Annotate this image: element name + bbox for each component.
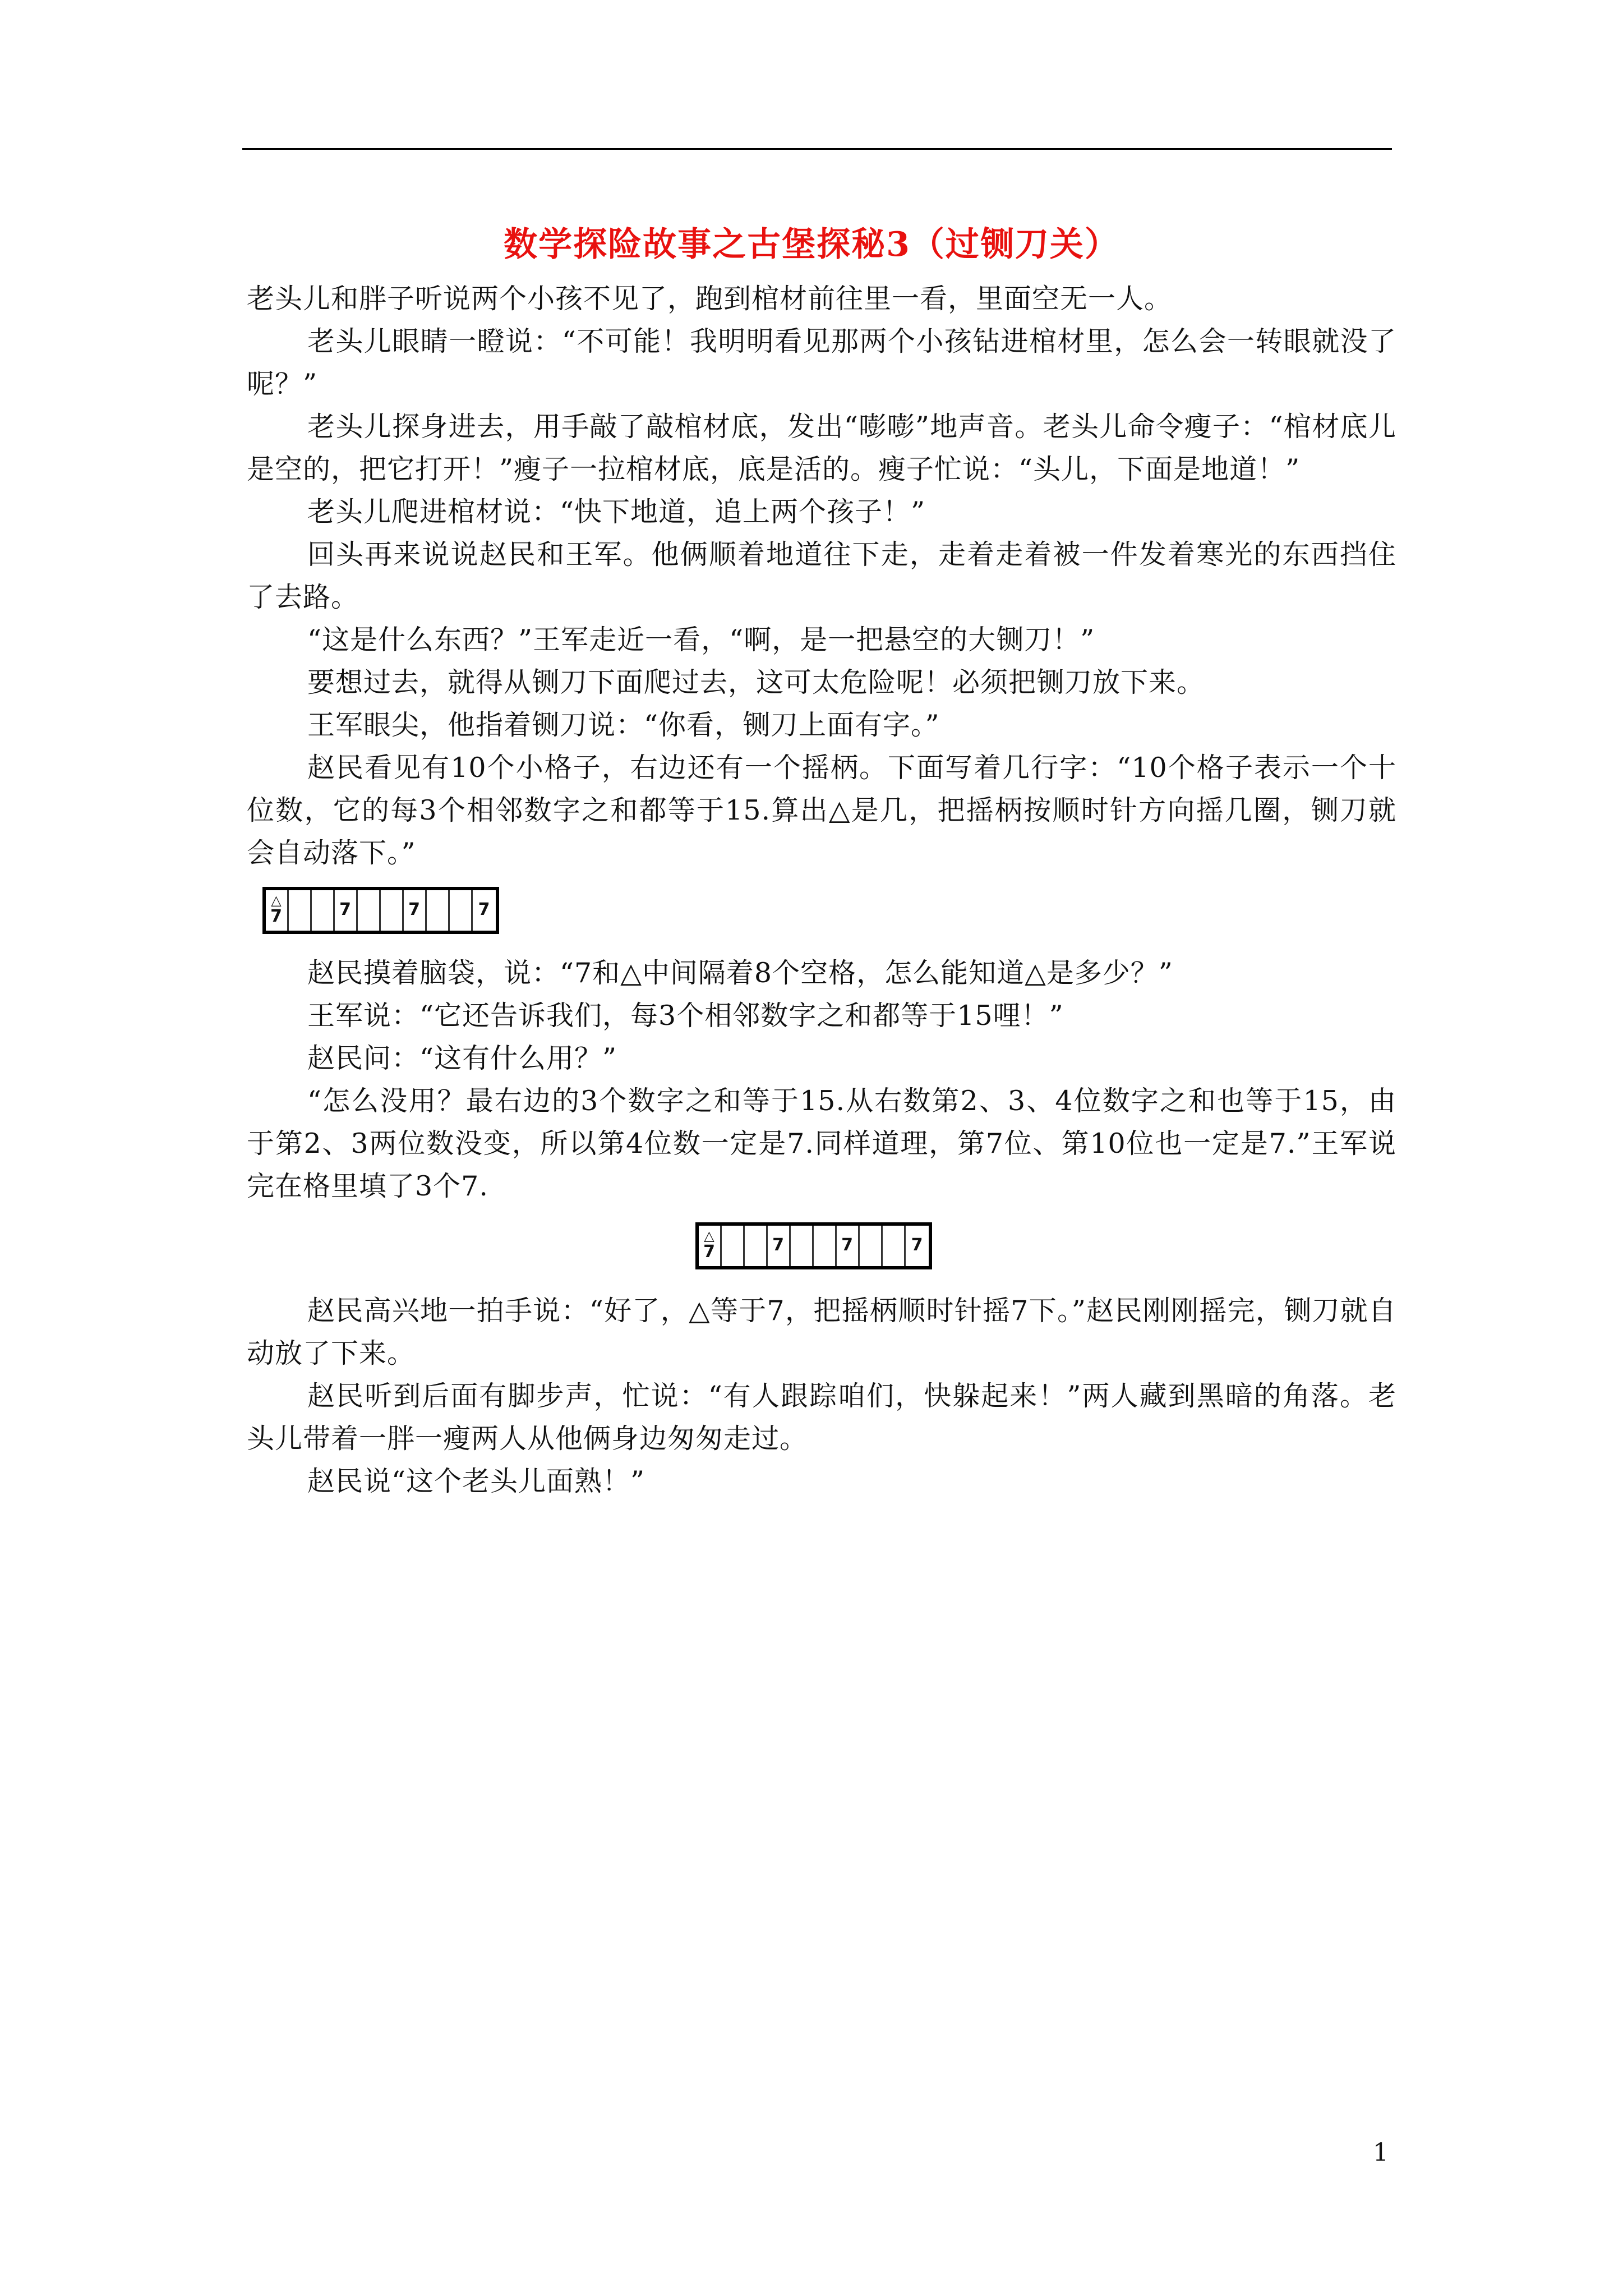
paragraph: “怎么没用？最右边的3个数字之和等于15.从右数第2、3、4位数字之和也等于15，由于第2、3两位数没变，所以第4位数一定是7.同样道理，第7位、第10位也一定是7.”王军说完在格里填了3个7. <box>247 1085 1396 1202</box>
paragraph: “这是什么东西？”王军走近一看，“啊，是一把悬空的大铡刀！” <box>307 624 1095 656</box>
grid-cell <box>335 890 358 931</box>
digit-grid-figure-2 <box>247 1208 1396 1290</box>
grid-cell <box>814 1226 837 1266</box>
paragraph: 老头儿爬进棺材说：“快下地道，追上两个孩子！” <box>307 496 926 528</box>
grid-cell <box>404 890 427 931</box>
digit-grid-figure-1 <box>247 875 1396 952</box>
grid-cell-top: △ <box>271 892 282 908</box>
grid-cell <box>473 890 496 931</box>
grid-cell <box>312 890 335 931</box>
paragraph: 老头儿探身进去，用手敲了敲棺材底，发出“嘭嘭”地声音。老头儿命令瘦子：“棺材底儿是空的，把它打开！”瘦子一拉棺材底，底是活的。瘦子忙说：“头儿，下面是地道！” <box>247 411 1396 485</box>
paragraph: 赵民摸着脑袋，说：“7和△中间隔着8个空格，怎么能知道△是多少？” <box>307 957 1173 989</box>
paragraph: 赵民高兴地一拍手说：“好了，△等于7，把摇柄顺时针摇7下。”赵民刚刚摇完，铡刀就自动放了下来。 <box>247 1295 1396 1369</box>
paragraph: 老头儿和胖子听说两个小孩不见了，跑到棺材前往里一看，里面空无一人。 <box>247 283 1173 315</box>
grid-cell <box>837 1226 860 1266</box>
grid-cell-digit: 7 <box>911 1235 924 1255</box>
grid-cell-digit: 7 <box>703 1242 716 1262</box>
grid-cell <box>883 1226 906 1266</box>
page-number: 1 <box>1373 2138 1389 2167</box>
paragraph: 赵民听到后面有脚步声，忙说：“有人跟踪咱们，快躲起来！”两人藏到黑暗的角落。老头儿带着一胖一瘦两人从他俩身边匆匆走过。 <box>247 1380 1396 1455</box>
paragraph: 要想过去，就得从铡刀下面爬过去，这可太危险呢！必须把铡刀放下来。 <box>307 666 1205 698</box>
paragraph: 回头再来说说赵民和王军。他俩顺着地道往下走，走着走着被一件发着寒光的东西挡住了去路。 <box>247 539 1396 613</box>
paragraph: 赵民看见有10个小格子，右边还有一个摇柄。下面写着几行字：“10个格子表示一个十位数，它的每3个相邻数字之和都等于15.算出△是几，把摇柄按顺时针方向摇几圈，铡刀就会自动落下。” <box>247 752 1396 869</box>
header-rule <box>242 148 1392 150</box>
grid-cell <box>906 1226 929 1266</box>
grid-cell <box>791 1226 814 1266</box>
paragraph: 老头儿眼睛一瞪说：“不可能！我明明看见那两个小孩钻进棺材里，怎么会一转眼就没了呢？” <box>247 325 1396 400</box>
grid-cell <box>699 1226 722 1266</box>
grid-cell-digit: 7 <box>841 1235 854 1255</box>
grid-cell-digit: 7 <box>339 900 352 919</box>
grid-cell-digit: 7 <box>772 1235 785 1255</box>
digit-grid <box>695 1222 932 1269</box>
grid-cell <box>289 890 312 931</box>
grid-cell <box>768 1226 791 1266</box>
document-body <box>247 278 1396 1503</box>
page-title: 数学探险故事之古堡探秘3（过铡刀关） <box>504 225 1119 264</box>
grid-cell <box>381 890 404 931</box>
grid-cell <box>427 890 450 931</box>
grid-cell-digit: 7 <box>408 900 421 919</box>
paragraph: 赵民问：“这有什么用？” <box>307 1042 617 1074</box>
grid-cell <box>722 1226 745 1266</box>
grid-cell <box>450 890 473 931</box>
paragraph: 王军说：“它还告诉我们，每3个相邻数字之和都等于15哩！” <box>307 1000 1064 1032</box>
grid-cell <box>358 890 381 931</box>
grid-cell <box>860 1226 883 1266</box>
grid-cell <box>266 890 289 931</box>
paragraph: 赵民说“这个老头儿面熟！” <box>307 1465 645 1497</box>
grid-cell <box>745 1226 768 1266</box>
grid-cell-top: △ <box>704 1228 715 1244</box>
grid-cell-digit: 7 <box>478 900 491 919</box>
digit-grid <box>262 887 499 934</box>
grid-cell-digit: 7 <box>270 907 283 926</box>
paragraph: 王军眼尖，他指着铡刀说：“你看，铡刀上面有字。” <box>307 709 940 741</box>
